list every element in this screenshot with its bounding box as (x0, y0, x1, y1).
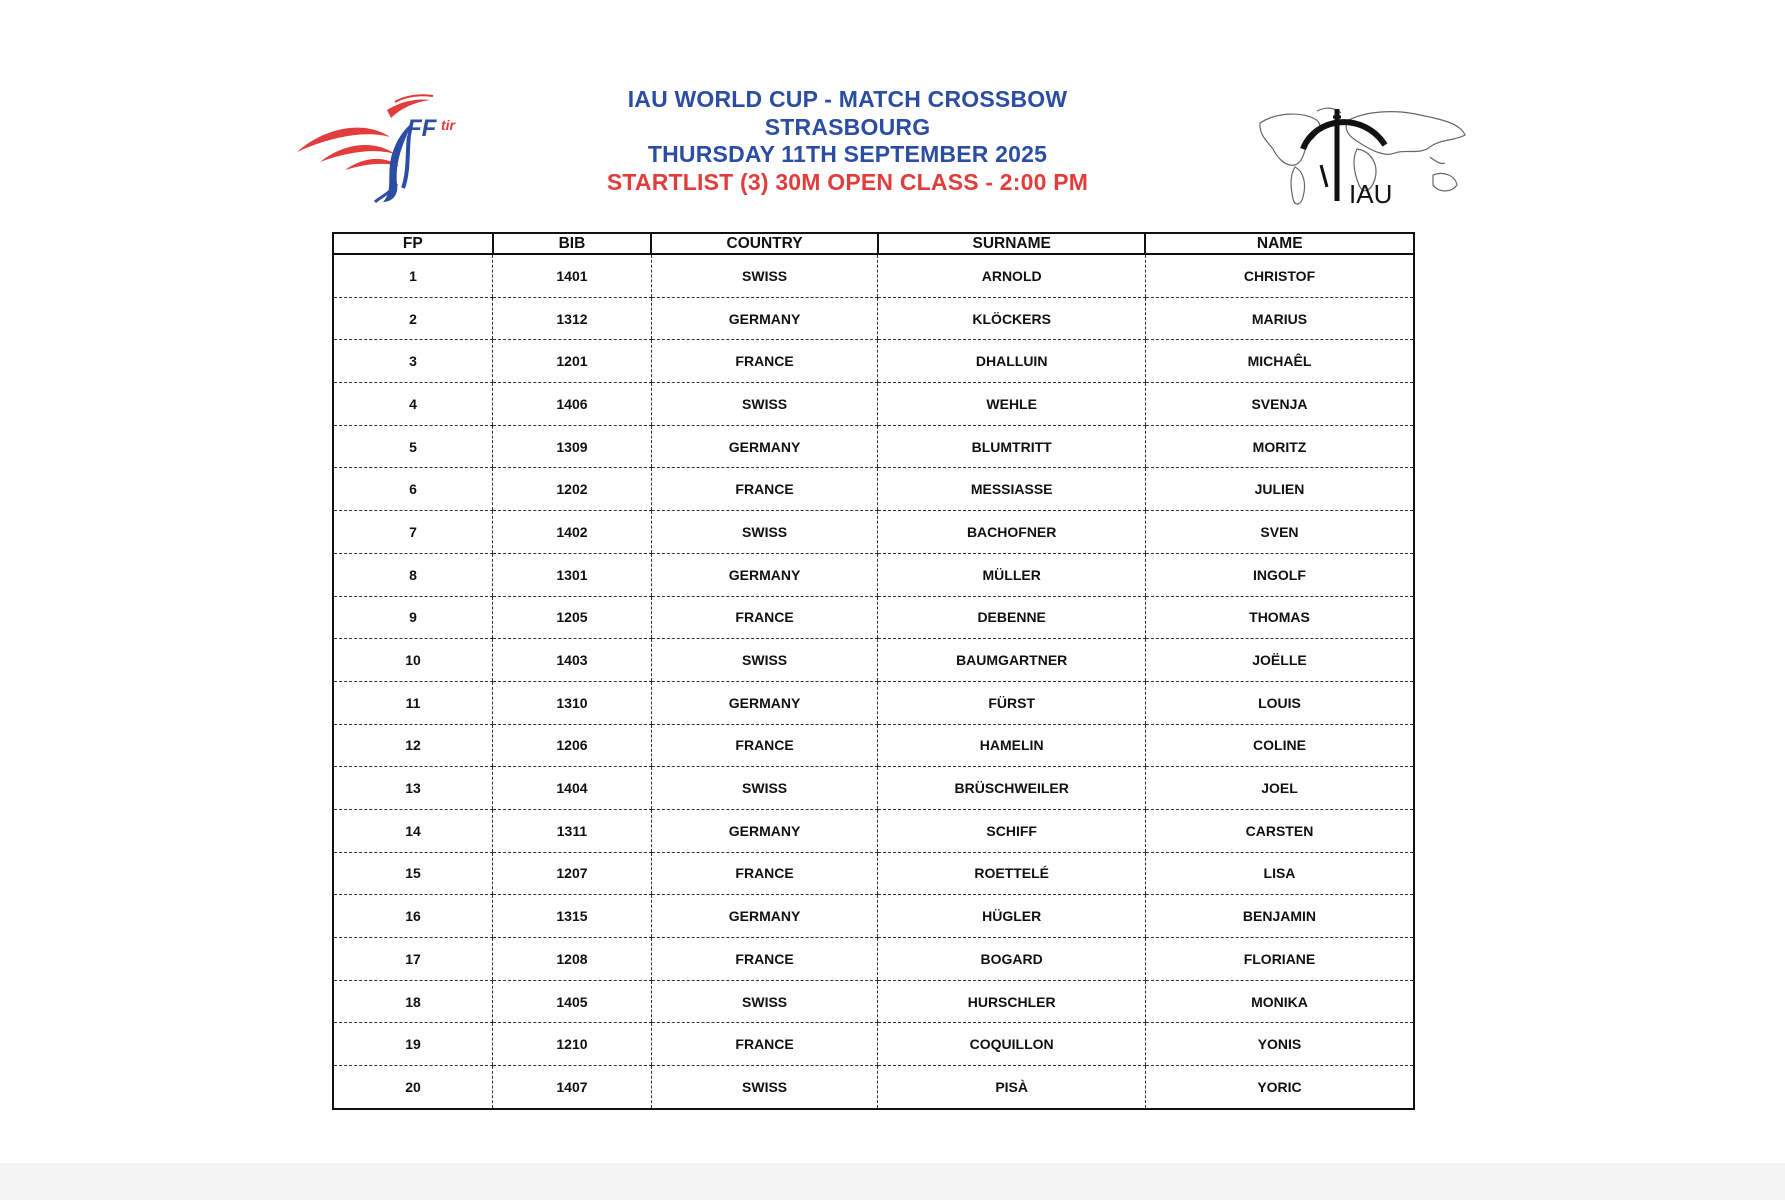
table-row (333, 809, 1414, 852)
cell-fp: 11 (333, 681, 493, 724)
cell-fp: 1 (333, 254, 493, 297)
document-header (560, 86, 1135, 196)
cell-fp: 16 (333, 895, 493, 938)
cell-country: SWISS (651, 254, 878, 297)
cell-surname: HÜGLER (878, 895, 1146, 938)
table-row (333, 938, 1414, 981)
cell-name: JOEL (1145, 767, 1414, 810)
cell-country: SWISS (651, 383, 878, 426)
column-header-country: COUNTRY (651, 233, 878, 254)
cell-bib: 1315 (493, 895, 652, 938)
cell-country: GERMANY (651, 681, 878, 724)
table-row (333, 383, 1414, 426)
cell-fp: 12 (333, 724, 493, 767)
cell-surname: SCHIFF (878, 809, 1146, 852)
table-row (333, 297, 1414, 340)
cell-bib: 1207 (493, 852, 652, 895)
cell-bib: 1201 (493, 340, 652, 383)
cell-surname: DEBENNE (878, 596, 1146, 639)
table-row (333, 980, 1414, 1023)
cell-surname: MESSIASSE (878, 468, 1146, 511)
table-header-row (333, 233, 1414, 254)
cell-surname: BRÜSCHWEILER (878, 767, 1146, 810)
cell-surname: BOGARD (878, 938, 1146, 981)
iau-crossbow-world-logo-icon (1255, 105, 1470, 210)
table-row (333, 767, 1414, 810)
cell-fp: 13 (333, 767, 493, 810)
cell-bib: 1202 (493, 468, 652, 511)
cell-bib: 1405 (493, 980, 652, 1023)
cell-surname: MÜLLER (878, 553, 1146, 596)
cell-bib: 1402 (493, 511, 652, 554)
cell-country: GERMANY (651, 297, 878, 340)
cell-bib: 1206 (493, 724, 652, 767)
cell-fp: 3 (333, 340, 493, 383)
cell-country: SWISS (651, 767, 878, 810)
table-row (333, 1066, 1414, 1109)
cell-name: JOËLLE (1145, 639, 1414, 682)
cell-surname: HAMELIN (878, 724, 1146, 767)
table-row (333, 596, 1414, 639)
cell-fp: 19 (333, 1023, 493, 1066)
table-row (333, 895, 1414, 938)
cell-name: SVEN (1145, 511, 1414, 554)
cell-name: COLINE (1145, 724, 1414, 767)
cell-bib: 1311 (493, 809, 652, 852)
cell-name: THOMAS (1145, 596, 1414, 639)
startlist-table (332, 232, 1415, 1110)
cell-bib: 1210 (493, 1023, 652, 1066)
table-row (333, 553, 1414, 596)
cell-country: SWISS (651, 639, 878, 682)
cell-country: GERMANY (651, 553, 878, 596)
viewer-bottom-strip (0, 1163, 1785, 1200)
table-row (333, 852, 1414, 895)
cell-surname: COQUILLON (878, 1023, 1146, 1066)
table-row (333, 639, 1414, 682)
cell-fp: 8 (333, 553, 493, 596)
cell-country: GERMANY (651, 425, 878, 468)
cell-surname: ARNOLD (878, 254, 1146, 297)
cell-country: SWISS (651, 511, 878, 554)
table-row (333, 425, 1414, 468)
cell-fp: 9 (333, 596, 493, 639)
table-row (333, 1023, 1414, 1066)
fftir-logo-icon (295, 92, 490, 207)
cell-name: MONIKA (1145, 980, 1414, 1023)
cell-name: FLORIANE (1145, 938, 1414, 981)
cell-surname: BLUMTRITT (878, 425, 1146, 468)
cell-country: FRANCE (651, 1023, 878, 1066)
cell-bib: 1404 (493, 767, 652, 810)
cell-bib: 1312 (493, 297, 652, 340)
cell-name: BENJAMIN (1145, 895, 1414, 938)
cell-country: FRANCE (651, 468, 878, 511)
cell-country: FRANCE (651, 596, 878, 639)
cell-fp: 20 (405, 1078, 421, 1095)
svg-text:FF: FF (407, 115, 437, 142)
cell-country: FRANCE (651, 340, 878, 383)
column-header-bib: BIB (493, 233, 652, 254)
cell-fp: 2 (333, 297, 493, 340)
cell-surname: ROETTELÉ (878, 852, 1146, 895)
cell-fp: 15 (333, 852, 493, 895)
table-body (333, 254, 1414, 1109)
cell-fp: 7 (333, 511, 493, 554)
cell-name: MICHAÊL (1145, 340, 1414, 383)
cell-fp: 6 (333, 468, 493, 511)
cell-name: YORIC (1145, 1066, 1414, 1109)
cell-fp: 4 (333, 383, 493, 426)
event-location: STRASBOURG (764, 113, 931, 140)
column-header-surname: SURNAME (878, 233, 1146, 254)
table-row (333, 511, 1414, 554)
cell-surname: DHALLUIN (878, 340, 1146, 383)
cell-country: FRANCE (651, 852, 878, 895)
cell-country: SWISS (651, 1066, 878, 1109)
cell-country: GERMANY (651, 895, 878, 938)
column-header-name: NAME (1145, 233, 1414, 254)
table-row (333, 468, 1414, 511)
cell-bib: 1401 (493, 254, 652, 297)
cell-country: FRANCE (651, 724, 878, 767)
cell-name: MORITZ (1145, 425, 1414, 468)
cell-surname: WEHLE (878, 383, 1146, 426)
cell-name: YONIS (1145, 1023, 1414, 1066)
cell-country: FRANCE (651, 938, 878, 981)
cell-fp: 18 (333, 980, 493, 1023)
svg-text:IAU: IAU (1349, 179, 1393, 209)
table-row (333, 724, 1414, 767)
cell-bib: 1205 (493, 596, 652, 639)
cell-name: MARIUS (1145, 297, 1414, 340)
cell-bib: 1309 (493, 425, 652, 468)
cell-name: INGOLF (1145, 553, 1414, 596)
cell-name: LISA (1145, 852, 1414, 895)
cell-name: CHRISTOF (1145, 254, 1414, 297)
cell-country: GERMANY (651, 809, 878, 852)
event-date: THURSDAY 11TH SEPTEMBER 2025 (647, 141, 1048, 167)
startlist-title: STARTLIST (3) 30M OPEN CLASS - 2:00 PM (606, 168, 1089, 195)
column-header-fp: FP (333, 233, 493, 254)
cell-bib: 1406 (493, 383, 652, 426)
cell-fp: 17 (333, 938, 493, 981)
cell-surname: KLÖCKERS (878, 297, 1146, 340)
cell-surname: PISÀ (878, 1066, 1146, 1109)
cell-name: LOUIS (1145, 681, 1414, 724)
table-row (333, 340, 1414, 383)
table-row (333, 681, 1414, 724)
table-row (333, 254, 1414, 297)
cell-bib: 1407 (493, 1066, 652, 1109)
cell-name: CARSTEN (1145, 809, 1414, 852)
cell-name: JULIEN (1145, 468, 1414, 511)
cell-country: SWISS (651, 980, 878, 1023)
cell-surname: HURSCHLER (878, 980, 1146, 1023)
cell-fp: 14 (333, 809, 493, 852)
cell-surname: BACHOFNER (878, 511, 1146, 554)
cell-bib: 1208 (493, 938, 652, 981)
cell-bib: 1310 (493, 681, 652, 724)
cell-bib: 1301 (493, 553, 652, 596)
event-title: IAU WORLD CUP - MATCH CROSSBOW (627, 86, 1068, 112)
cell-bib: 1403 (493, 639, 652, 682)
svg-text:tir: tir (441, 117, 455, 133)
cell-fp: 5 (333, 425, 493, 468)
cell-name: SVENJA (1145, 383, 1414, 426)
cell-surname: FÜRST (878, 681, 1146, 724)
cell-fp: 10 (333, 639, 493, 682)
cell-surname: BAUMGARTNER (878, 639, 1146, 682)
